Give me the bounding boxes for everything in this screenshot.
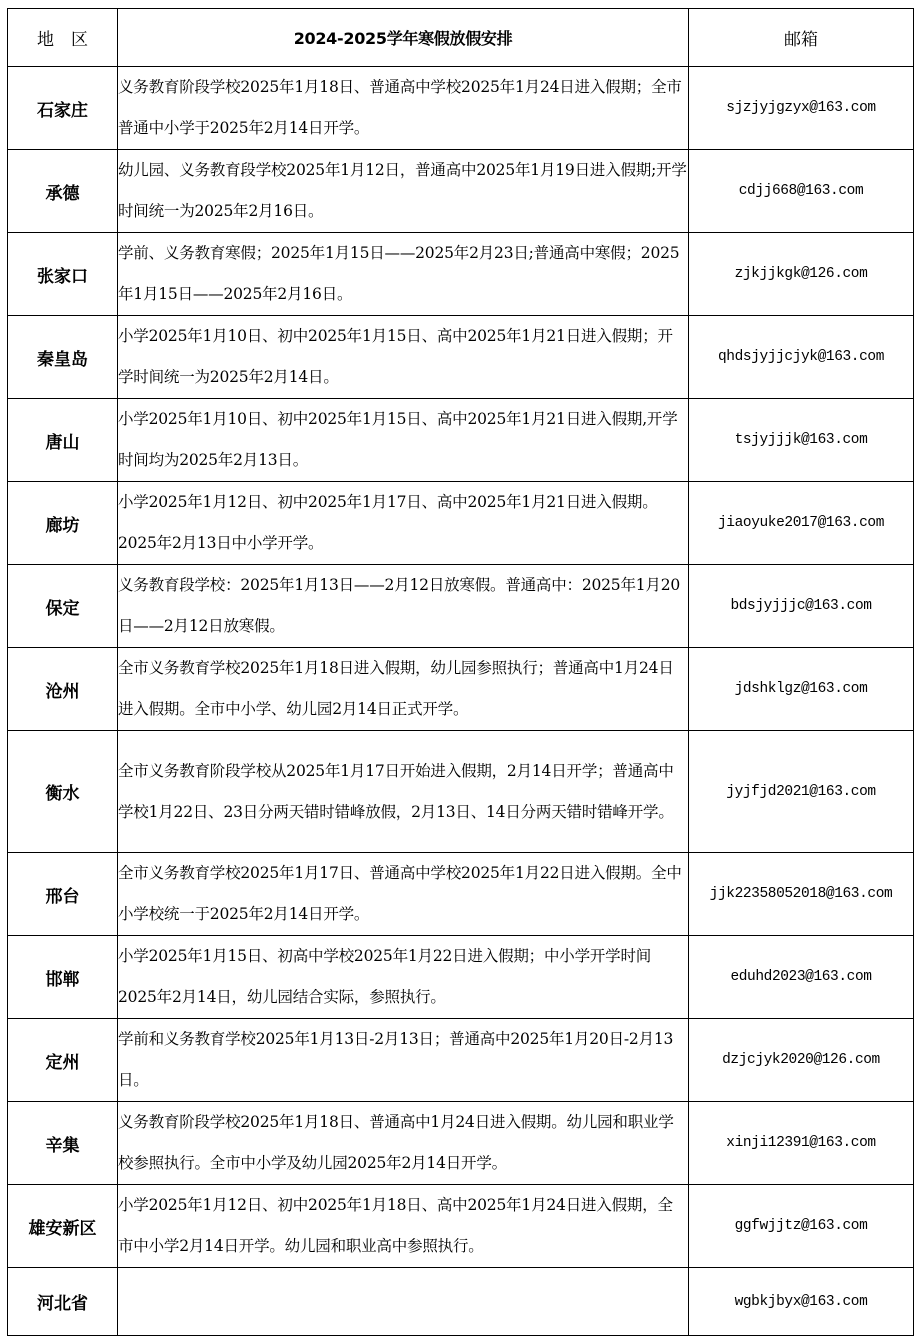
email-cell: jyjfjd2021@163.com [689, 731, 914, 853]
winter-break-schedule-table [7, 8, 914, 1336]
email-cell: dzjcjyk2020@126.com [689, 1019, 914, 1102]
schedule-cell: 小学2025年1月15日、初高中学校2025年1月22日进入假期；中小学开学时间2025年2月14日，幼儿园结合实际，参照执行。 [118, 936, 689, 1019]
table-header-row [8, 9, 914, 67]
table-row [8, 150, 914, 233]
schedule-cell: 义务教育段学校：2025年1月13日——2月12日放寒假。普通高中：2025年1月20日——2月12日放寒假。 [118, 565, 689, 648]
email-cell: cdjj668@163.com [689, 150, 914, 233]
schedule-cell: 全市义务教育学校2025年1月17日、普通高中学校2025年1月22日进入假期。全中小学校统一于2025年2月14日开学。 [118, 853, 689, 936]
email-cell: tsjyjjjk@163.com [689, 399, 914, 482]
email-cell: jiaoyuke2017@163.com [689, 482, 914, 565]
table-row [8, 1102, 914, 1185]
region-cell: 辛集 [8, 1102, 118, 1185]
schedule-cell: 学前和义务教育学校2025年1月13日-2月13日；普通高中2025年1月20日-2月13日。 [118, 1019, 689, 1102]
schedule-cell: 全市义务教育学校2025年1月18日进入假期，幼儿园参照执行；普通高中1月24日进入假期。全市中小学、幼儿园2月14日正式开学。 [118, 648, 689, 731]
table-row [8, 936, 914, 1019]
header-email: 邮箱 [689, 9, 914, 67]
schedule-cell: 全市义务教育阶段学校从2025年1月17日开始进入假期，2月14日开学；普通高中学校1月22日、23日分两天错时错峰放假，2月13日、14日分两天错时错峰开学。 [118, 731, 689, 853]
region-cell: 唐山 [8, 399, 118, 482]
region-cell: 秦皇岛 [8, 316, 118, 399]
table-row [8, 67, 914, 150]
email-cell: ggfwjjtz@163.com [689, 1185, 914, 1268]
table-row [8, 316, 914, 399]
table-row [8, 1185, 914, 1268]
schedule-cell: 小学2025年1月10日、初中2025年1月15日、高中2025年1月21日进入假期；开学时间统一为2025年2月14日。 [118, 316, 689, 399]
email-cell: jjk22358052018@163.com [689, 853, 914, 936]
region-cell: 雄安新区 [8, 1185, 118, 1268]
table-row [8, 731, 914, 853]
table-row [8, 233, 914, 316]
schedule-cell: 小学2025年1月10日、初中2025年1月15日、高中2025年1月21日进入假期,开学时间均为2025年2月13日。 [118, 399, 689, 482]
email-cell: sjzjyjgzyx@163.com [689, 67, 914, 150]
email-cell: xinji12391@163.com [689, 1102, 914, 1185]
region-cell: 沧州 [8, 648, 118, 731]
schedule-cell: 小学2025年1月12日、初中2025年1月17日、高中2025年1月21日进入假期。2025年2月13日中小学开学。 [118, 482, 689, 565]
table-row [8, 399, 914, 482]
region-cell: 邯郸 [8, 936, 118, 1019]
region-cell: 衡水 [8, 731, 118, 853]
table-row [8, 565, 914, 648]
region-cell: 石家庄 [8, 67, 118, 150]
table-row [8, 482, 914, 565]
table-row [8, 1019, 914, 1102]
schedule-cell: 学前、义务教育寒假；2025年1月15日——2025年2月23日;普通高中寒假；2025年1月15日——2025年2月16日。 [118, 233, 689, 316]
region-cell: 张家口 [8, 233, 118, 316]
email-cell: qhdsjyjjcjyk@163.com [689, 316, 914, 399]
region-cell: 保定 [8, 565, 118, 648]
schedule-cell: 义务教育阶段学校2025年1月18日、普通高中1月24日进入假期。幼儿园和职业学校参照执行。全市中小学及幼儿园2025年2月14日开学。 [118, 1102, 689, 1185]
email-cell: zjkjjkgk@126.com [689, 233, 914, 316]
email-cell: eduhd2023@163.com [689, 936, 914, 1019]
schedule-cell: 幼儿园、义务教育段学校2025年1月12日，普通高中2025年1月19日进入假期;开学时间统一为2025年2月16日。 [118, 150, 689, 233]
region-cell: 承德 [8, 150, 118, 233]
email-cell: wgbkjbyx@163.com [689, 1268, 914, 1336]
region-cell: 廊坊 [8, 482, 118, 565]
region-cell: 定州 [8, 1019, 118, 1102]
region-cell: 河北省 [8, 1268, 118, 1336]
table-row [8, 853, 914, 936]
header-schedule: 2024-2025学年寒假放假安排 [118, 9, 689, 67]
region-cell: 邢台 [8, 853, 118, 936]
header-region: 地 区 [8, 9, 118, 67]
schedule-cell: 义务教育阶段学校2025年1月18日、普通高中学校2025年1月24日进入假期；全市普通中小学于2025年2月14日开学。 [118, 67, 689, 150]
schedule-cell: 小学2025年1月12日、初中2025年1月18日、高中2025年1月24日进入假期，全市中小学2月14日开学。幼儿园和职业高中参照执行。 [118, 1185, 689, 1268]
table-row [8, 1268, 914, 1336]
email-cell: bdsjyjjjc@163.com [689, 565, 914, 648]
email-cell: jdshklgz@163.com [689, 648, 914, 731]
table-row [8, 648, 914, 731]
schedule-cell [118, 1268, 689, 1336]
